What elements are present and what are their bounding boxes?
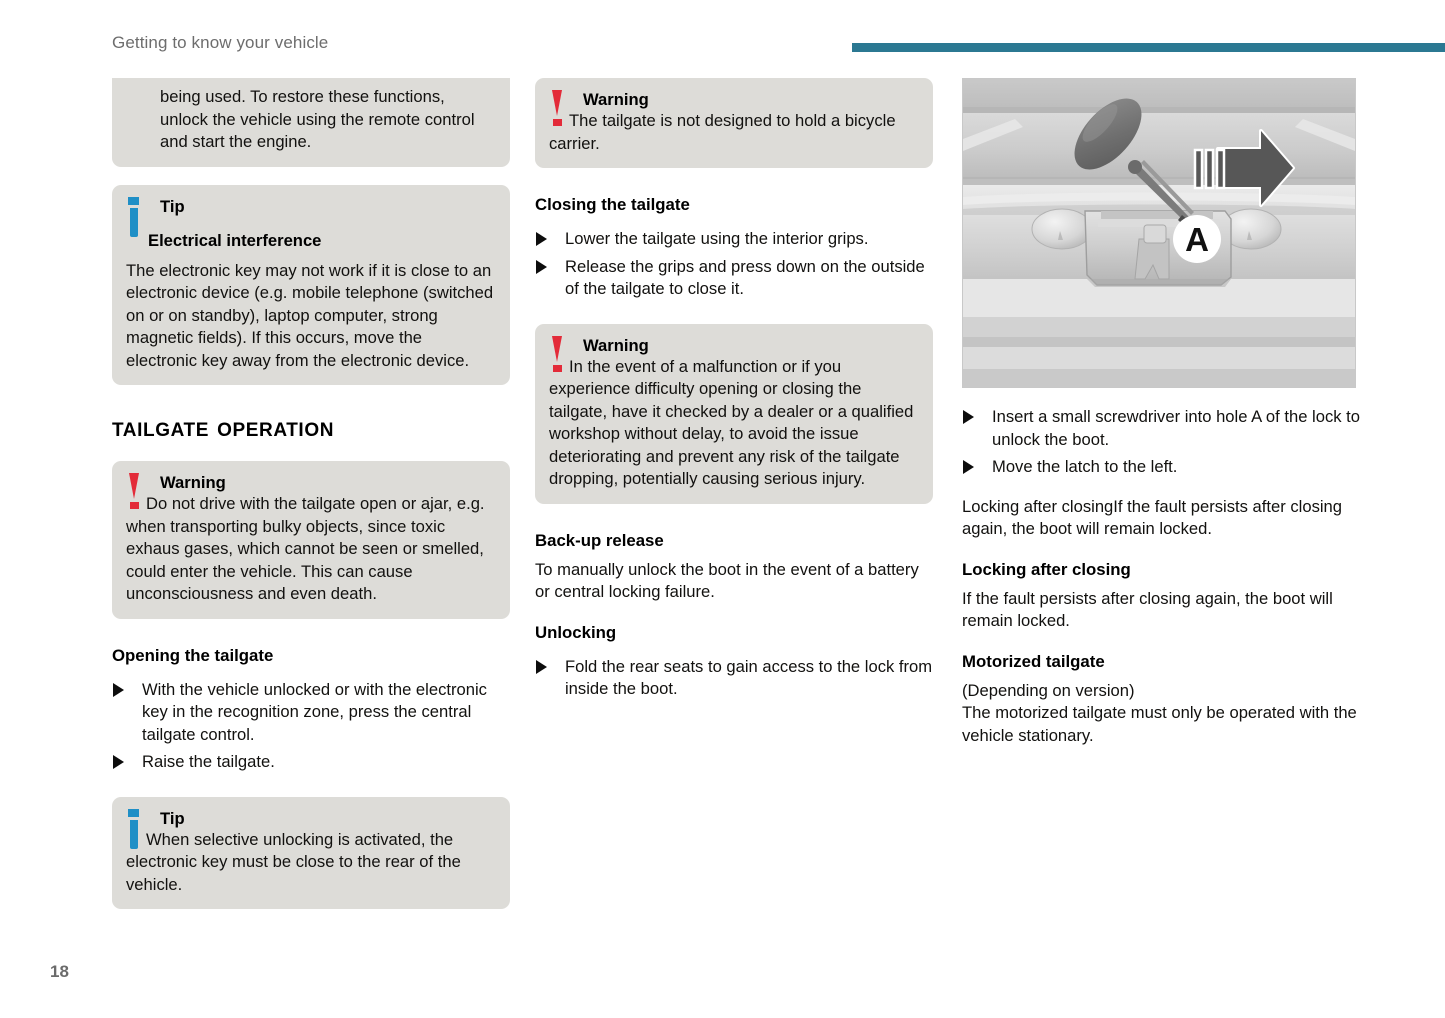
list-item [112, 751, 510, 774]
warning-box-tailgate-open [112, 461, 510, 619]
list-item [112, 679, 510, 747]
list-item [535, 256, 933, 301]
list-item-text: Raise the tailgate. [142, 752, 275, 771]
unlocking-steps-list [535, 656, 933, 701]
warning-box-2-text [549, 356, 919, 491]
triangle-bullet-icon [963, 410, 974, 424]
list-item-text: Release the grips and press down on the outside of the tailgate to close it. [565, 256, 925, 298]
triangle-bullet-icon [536, 260, 547, 274]
warning-box-2-title: Warning [583, 335, 649, 355]
triangle-bullet-icon [113, 755, 124, 769]
warning-box-text-value: Do not drive with the tailgate open or ajar, e.g. when transporting bulky objects, since toxic exhaus gases, which cannot be seen or smelled, could enter the vehicle. This can cause unconsciousness and even death. [126, 494, 485, 603]
heading-closing-the-tailgate: Closing the tailgate [535, 195, 690, 214]
list-item-text: Insert a small screwdriver into hole A of the lock to unlock the boot. [992, 407, 1360, 449]
list-item-text: Move the latch to the left. [992, 457, 1178, 476]
tip-box-2-text [126, 829, 496, 897]
tip-box-electrical-interference [112, 185, 510, 386]
list-item-text: Fold the rear seats to gain access to the lock from inside the boot. [565, 656, 933, 698]
warning-box-text [126, 493, 496, 606]
list-item [535, 228, 933, 251]
page-number: 18 [50, 962, 69, 981]
heading-unlocking: Unlocking [535, 622, 617, 642]
tip-info-icon [128, 197, 141, 241]
tip-box-2-text-value: When selective unlocking is activated, the electronic key must be close to the rear of the vehicle. [126, 829, 461, 894]
locking-after-closing-text: If the fault persists after closing again, the boot will remain locked. [962, 588, 1333, 630]
tip-box-title: Tip [160, 196, 185, 216]
tip-box-text: The electronic key may not work if it is close to an electronic device (e.g. mobile telephone (switched on or on standby), laptop computer, strong magnetic fields). If this occurs, move the electronic key away from the electronic device. [126, 260, 494, 370]
opening-steps-list [112, 679, 510, 774]
warning-box-1-text-value: The tailgate is not designed to hold a bicycle carrier. [549, 111, 896, 153]
locking-after-closing-runon-text: Locking after closingIf the fault persists after closing again, the boot will remain locked. [962, 496, 1343, 538]
continued-callout-text: being used. To restore these functions, unlock the vehicle using the remote control and start the engine. [160, 87, 475, 151]
list-item [962, 406, 1360, 451]
triangle-bullet-icon [536, 660, 547, 674]
page-header-title: Getting to know your vehicle [112, 33, 329, 52]
tip-info-icon [128, 809, 141, 853]
backup-release-steps-list [962, 406, 1360, 479]
tip-box-2-title: Tip [160, 808, 185, 828]
heading-back-up-release: Back-up release [535, 530, 664, 550]
warning-exclamation-icon [128, 473, 142, 513]
tip-box-selective-unlocking [112, 797, 510, 910]
heading-locking-after-closing: Locking after closing [962, 559, 1131, 579]
left-column [112, 78, 510, 909]
page-header [0, 0, 1445, 70]
warning-box-1-text [549, 110, 919, 155]
motorized-tailgate-text: The motorized tailgate must only be operated with the vehicle stationary. [962, 703, 1357, 745]
list-item-text: With the vehicle unlocked or with the electronic key in the recognition zone, press the central tailgate control. [142, 679, 487, 744]
warning-box-malfunction [535, 324, 933, 504]
list-item-text: Lower the tailgate using the interior grips. [565, 229, 869, 248]
back-up-release-text: To manually unlock the boot in the event of a battery or central locking failure. [535, 559, 919, 601]
list-item [962, 456, 1360, 479]
warning-box-1-title: Warning [583, 90, 649, 109]
continued-callout-box [112, 78, 510, 167]
triangle-bullet-icon [113, 683, 124, 697]
header-accent-rule [852, 43, 1445, 52]
triangle-bullet-icon [963, 460, 974, 474]
heading-opening-the-tailgate: Opening the tailgate [112, 645, 274, 665]
right-column [962, 78, 1360, 747]
triangle-bullet-icon [536, 232, 547, 246]
tailgate-lock-illustration [962, 78, 1356, 388]
tip-box-subtitle: Electrical interference [148, 230, 322, 250]
warning-exclamation-icon [551, 90, 565, 130]
warning-box-bicycle-carrier [535, 78, 933, 168]
closing-steps-list [535, 228, 933, 301]
heading-motorized-tailgate: Motorized tailgate [962, 651, 1105, 671]
figure-callout-label-a: A [1185, 221, 1209, 258]
list-item [535, 656, 933, 701]
section-title-tailgate-operation: tailgate operation [112, 412, 335, 442]
warning-box-2-text-value: In the event of a malfunction or if you experience difficulty opening or closing the tailgate, have it checked by a dealer or a qualified workshop without delay, to avoid the issue deteriorating and prevent any risk of the tailgate dropping, potentially causing serious injury. [549, 356, 914, 488]
middle-column [535, 78, 933, 706]
warning-exclamation-icon [551, 336, 565, 376]
tailgate-lock-figure-svg [963, 79, 1355, 387]
motorized-tailgate-note: (Depending on version) [962, 680, 1135, 700]
warning-box-title: Warning [160, 473, 226, 492]
